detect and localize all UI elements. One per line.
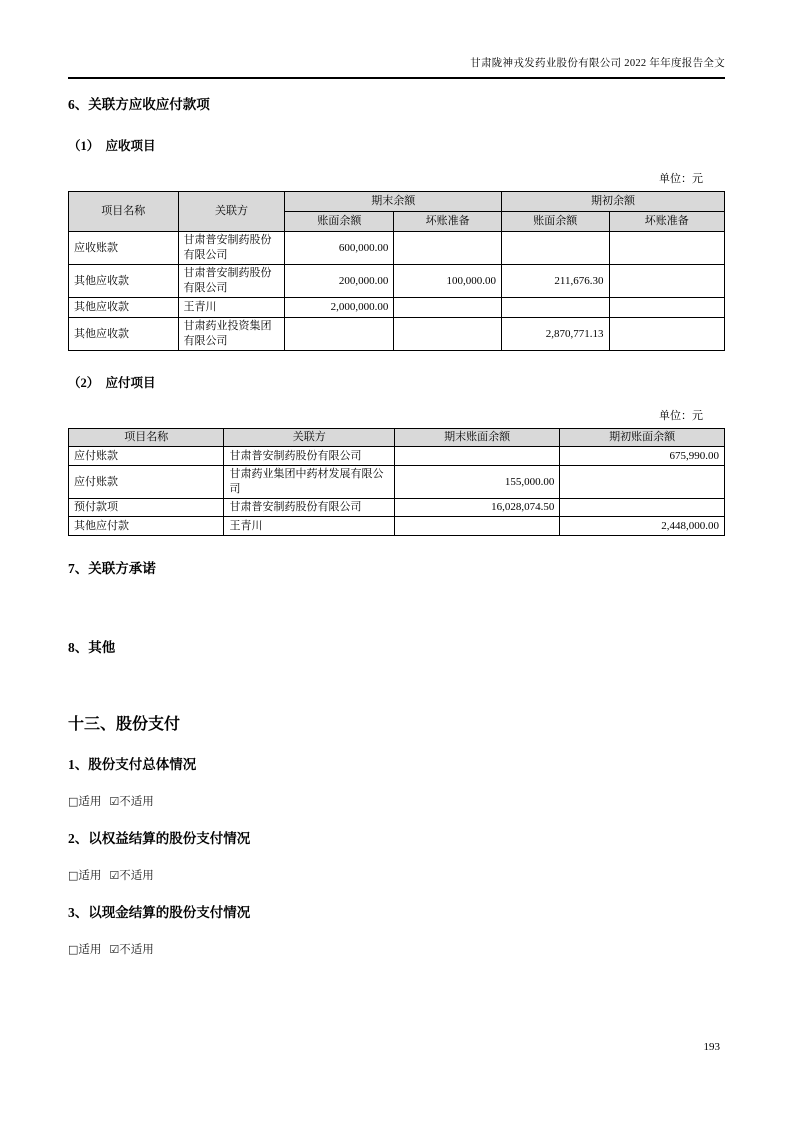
cell-end-book: 200,000.00 [285, 265, 394, 298]
cell-item: 其他应收款 [69, 318, 179, 351]
checkbox-checked-icon: ☑ [109, 795, 120, 808]
table-row [69, 499, 725, 517]
table-row [69, 447, 725, 466]
payables-table [68, 428, 725, 536]
cell-item: 其他应收款 [69, 265, 179, 298]
cell-beg-book: 2,870,771.13 [501, 318, 609, 351]
checkbox-unchecked-icon: □ [68, 795, 79, 808]
page-number: 193 [703, 1041, 720, 1053]
cell-end-book: 2,000,000.00 [285, 298, 394, 318]
cell-beg-bad [609, 318, 724, 351]
cell-item: 其他应付款 [69, 517, 224, 536]
receivables-unit-label: 单位：元 [659, 173, 703, 185]
cell-party: 甘肃普安制药股份有限公司 [224, 499, 395, 517]
cell-item: 其他应收款 [69, 298, 179, 318]
table-row [69, 232, 725, 265]
applicable-label: 适用 [78, 944, 102, 956]
checkbox-checked-icon: ☑ [109, 943, 120, 956]
cell-beg [560, 466, 725, 499]
not-applicable-label: 不适用 [119, 796, 154, 808]
applicability-row [68, 794, 725, 810]
section-13-3-title: 3、以现金结算的股份支付情况 [68, 905, 251, 920]
cell-party: 甘肃药业集团中药材发展有限公司 [224, 466, 395, 499]
cell-party: 甘肃药业投资集团有限公司 [178, 318, 285, 351]
section-6-title: 6、关联方应收应付款项 [68, 97, 210, 112]
table-row [69, 298, 725, 318]
table-row [69, 318, 725, 351]
receivables-subtitle: （1） 应收项目 [68, 139, 156, 153]
col-header-end-bad-debt: 坏账准备 [394, 212, 502, 232]
section-8-title: 8、其他 [68, 640, 116, 655]
cell-end-book [285, 318, 394, 351]
cell-end: 16,028,074.50 [395, 499, 560, 517]
section-7-title: 7、关联方承诺 [68, 561, 156, 576]
cell-end-bad: 100,000.00 [394, 265, 502, 298]
table-row [69, 466, 725, 499]
cell-party: 王青川 [178, 298, 285, 318]
col-header-related-party: 关联方 [224, 429, 395, 447]
col-header-related-party: 关联方 [178, 192, 285, 232]
payables-unit-label: 单位：元 [659, 410, 703, 422]
cell-end: 155,000.00 [395, 466, 560, 499]
cell-beg: 675,990.00 [560, 447, 725, 466]
document-header [68, 0, 725, 79]
applicability-row [68, 942, 725, 958]
checkbox-checked-icon: ☑ [109, 869, 120, 882]
payables-subtitle: （2） 应付项目 [68, 376, 156, 390]
cell-item: 应收账款 [69, 232, 179, 265]
cell-beg-bad [609, 232, 724, 265]
cell-beg-bad [609, 298, 724, 318]
cell-beg-book [501, 232, 609, 265]
col-header-beg-bad-debt: 坏账准备 [609, 212, 724, 232]
cell-party: 甘肃普安制药股份有限公司 [224, 447, 395, 466]
cell-end-book: 600,000.00 [285, 232, 394, 265]
cell-party: 甘肃普安制药股份有限公司 [178, 265, 285, 298]
not-applicable-label: 不适用 [119, 870, 154, 882]
section-13-2-title: 2、以权益结算的股份支付情况 [68, 831, 251, 846]
section-13-title: 十三、股份支付 [68, 716, 181, 733]
checkbox-unchecked-icon: □ [68, 943, 79, 956]
col-header-ending-balance: 期末余额 [285, 192, 501, 212]
applicable-label: 适用 [78, 796, 102, 808]
cell-end [395, 447, 560, 466]
section-13-1-title: 1、股份支付总体情况 [68, 757, 197, 772]
col-header-beg-book: 账面余额 [501, 212, 609, 232]
cell-end-bad [394, 318, 502, 351]
col-header-beginning-book-balance: 期初账面余额 [560, 429, 725, 447]
applicability-row [68, 868, 725, 884]
cell-end-bad [394, 298, 502, 318]
cell-party: 王青川 [224, 517, 395, 536]
cell-party: 甘肃普安制药股份有限公司 [178, 232, 285, 265]
receivables-table [68, 191, 725, 351]
cell-end-bad [394, 232, 502, 265]
cell-beg-book: 211,676.30 [501, 265, 609, 298]
col-header-item: 项目名称 [69, 429, 224, 447]
cell-beg: 2,448,000.00 [560, 517, 725, 536]
col-header-item: 项目名称 [69, 192, 179, 232]
document-title: 甘肃陇神戎发药业股份有限公司 2022 年年度报告全文 [470, 58, 725, 69]
checkbox-unchecked-icon: □ [68, 869, 79, 882]
applicable-label: 适用 [78, 870, 102, 882]
cell-end [395, 517, 560, 536]
cell-beg-bad [609, 265, 724, 298]
cell-item: 预付款项 [69, 499, 224, 517]
not-applicable-label: 不适用 [119, 944, 154, 956]
col-header-beginning-balance: 期初余额 [501, 192, 724, 212]
table-row [69, 517, 725, 536]
col-header-ending-book-balance: 期末账面余额 [395, 429, 560, 447]
col-header-end-book: 账面余额 [285, 212, 394, 232]
cell-beg-book [501, 298, 609, 318]
cell-item: 应付账款 [69, 447, 224, 466]
table-row [69, 265, 725, 298]
cell-beg [560, 499, 725, 517]
cell-item: 应付账款 [69, 466, 224, 499]
